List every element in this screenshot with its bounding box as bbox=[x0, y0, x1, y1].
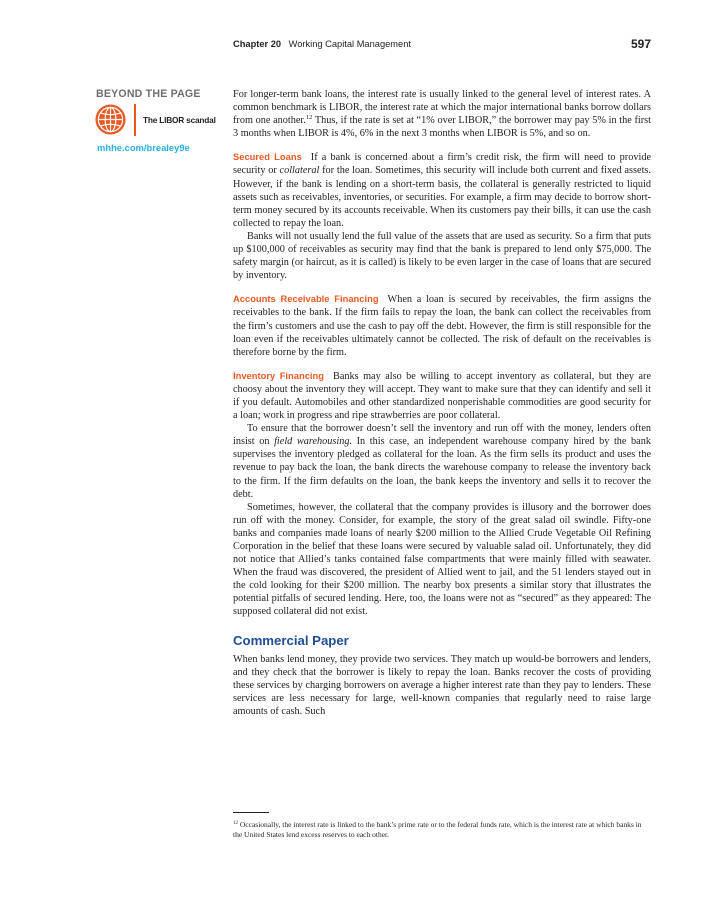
footnote-text: Occasionally, the interest rate is linked to the bank’s prime rate or to the federal funds rate, which is the interest rate at which banks in the United States lend excess reserves to each other. bbox=[233, 820, 642, 840]
secured-loans-paragraph-2: Banks will not usually lend the full value of the assets that are used as security. So a firm that puts up $100,000 of receivables as security may find that the bank is prepared to lend only $75,000. The safety margin (or haircut, as it is called) is likely to be even larger in the case of loans that are secured by inventory. bbox=[233, 230, 651, 282]
inventory-heading: Inventory Financing bbox=[233, 369, 324, 381]
sidebar-heading: BEYOND THE PAGE bbox=[96, 88, 201, 100]
chapter-title: Working Capital Management bbox=[288, 39, 411, 49]
chapter-label bbox=[233, 39, 411, 49]
globe-icon bbox=[94, 103, 127, 136]
libor-scandal-link[interactable]: The LIBOR scandal bbox=[143, 115, 216, 125]
commercial-paper-heading: Commercial Paper bbox=[233, 632, 349, 648]
footnote bbox=[233, 820, 651, 841]
running-header bbox=[233, 37, 651, 53]
secured-loans-heading: Secured Loans bbox=[233, 151, 302, 163]
footnote-number: 12 bbox=[233, 821, 238, 826]
footnote-ref: 12 bbox=[305, 114, 313, 122]
receivables-paragraph: Accounts Receivable Financing When a loan is secured by receivables, the firm assigns the receivables to the bank. If the firm fails to repay the loan, the bank can collect the receivables from the firm’s customers and use the cash to pay off the debt. However, the firm is still responsible for the loan even if the receivables ultimately cannot be collected. The risk of default on the receivables is therefore borne by the firm. bbox=[233, 293, 651, 358]
receivables-heading: Accounts Receivable Financing bbox=[233, 293, 379, 305]
chapter-number: Chapter 20 bbox=[233, 39, 282, 49]
website-url-link[interactable]: mhhe.com/brealey9e bbox=[97, 142, 190, 153]
footnote-rule bbox=[233, 812, 269, 813]
sidebar-divider bbox=[134, 104, 136, 136]
inventory-paragraph-2: To ensure that the borrower doesn’t sell the inventory and run off with the money, lenders often insist on field warehousing. In this case, an independent warehouse company hired by the bank supervises the inventory pledged as collateral for the loan. As the firm sells its product and uses the revenue to pay back the loan, the bank directs the warehouse company to release the inventory back to the firm. If the firm defaults on the loan, the bank keeps the inventory and sells it to recover the debt. bbox=[233, 423, 651, 500]
intro-paragraph: For longer-term bank loans, the interest rate is usually linked to the general level of interest rates. A common benchmark is LIBOR, the interest rate at which the major international banks borrow dollars from one another.$^{12}$ Thus, if the rate is set at “1% over LIBOR,” the borrower may pay 5% in the first 3 months when LIBOR is 4%, 6% in the next 3 months when LIBOR is 5%, and so on. bbox=[233, 89, 651, 140]
main-text-column bbox=[233, 88, 651, 718]
inventory-paragraph: Inventory Financing Banks may also be willing to accept inventory as collateral, but they are choosy about the inventory they will accept. They want to make sure that they can identify and sell it if you default. Automobiles and other standardized nonperishable commodities are good security for a loan; work in progress and ripe strawberries are poor collateral. bbox=[233, 369, 651, 422]
secured-loans-paragraph: Secured Loans If a bank is concerned about a firm’s credit risk, the firm will need to provide security or collateral for the loan. Sometimes, this security will include both current and fixed assets. However, if the bank is lending on a short-term basis, the collateral is generally restricted to liquid assets such as receivables, inventories, or securities. For example, a firm may decide to borrow short-term money secured by its accounts receivable. When its customers pay their bills, it can use the cash collected to repay the loan. bbox=[233, 151, 651, 229]
page-number: 597 bbox=[630, 37, 651, 51]
inventory-paragraph-3: Sometimes, however, the collateral that the company provides is illusory and the borrower does run off with the money. Consider, for example, the story of the great salad oil swindle. Fifty-one banks and companies made loans of nearly $200 million to the Allied Crude Vegetable Oil Refining Corporation in the belief that these loans were secured by valuable salad oil. Unfortunately, they did not notice that Allied’s tanks contained false compartments that were mainly filled with seawater. When the fraud was discovered, the president of Allied went to jail, and the 51 lenders stayed out in the cold looking for their $200 million. The nearby box presents a similar story that illustrates the potential pitfalls of secured lending. Here, too, the loans were not as “secured” as they appeared: The supposed collateral did not exist. bbox=[233, 501, 651, 618]
commercial-paper-paragraph: When banks lend money, they provide two services. They match up would-be borrowers and lenders, and they check that the borrower is likely to repay the loan. Banks recover the costs of providing these services by charging borrowers on average a higher interest rate than they pay to lenders. These services are less necessary for large, well-known companies that regularly need to raise large amounts of cash. Such bbox=[233, 653, 651, 717]
